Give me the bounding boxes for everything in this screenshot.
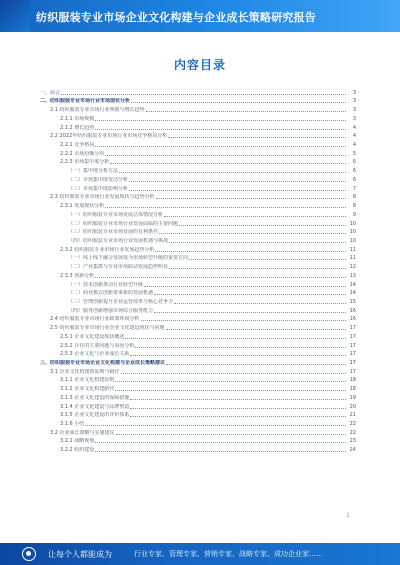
toc-leader-dots [146,111,346,112]
toc-entry[interactable] [40,375,356,384]
toc-entry-page: 14 [349,290,356,297]
toc-entry-text: （二）纺织服装专业市场行业发展面临的主要问题 [68,220,179,227]
toc-entry-text: 2.3 纺织服装专业市场行业发展现状与趋势分析 [50,194,155,201]
toc-entry-text: 2.1.2 增长趋势 [60,124,95,131]
toc-entry[interactable] [40,131,356,140]
toc-entry[interactable] [40,157,356,166]
toc-entry[interactable] [40,322,356,331]
toc-leader-dots [130,416,346,417]
report-title: 纺织服装专业市场企业文化构建与企业成长策略研究报告 [36,11,316,24]
footer-roles: 行业专家、管理专家、营销专家、战略专家、成功企业家…… [134,550,323,558]
toc-entry-text: 2.1 纺织服装专业市场行业规模与增长趋势 [50,107,145,114]
toc-entry[interactable] [40,192,356,201]
toc-leader-dots [85,425,346,426]
toc-entry[interactable] [40,261,356,270]
toc-entry-text: （一）技术创新推动行业转型升级 [68,281,144,288]
toc-entry-page: 3 [352,89,356,96]
toc-entry-text: 3.1.2 企业文化构建路径 [60,386,115,393]
toc-entry-text: （一）线上线下融合发展成为市场转型升级的重要方向 [68,255,189,262]
toc-entry-text: 3.1.4 企业文化建设与品牌塑造 [60,403,130,410]
toc-entry-text: （三）管理创新提升企业运营效率与核心竞争力 [68,298,174,305]
toc-entry-page: 11 [349,255,356,262]
toc-leader-dots [105,155,346,156]
toc-entry[interactable] [40,113,356,122]
toc-entry[interactable] [40,331,356,340]
toc-entry-text: 2.2.2 市场份额分布 [60,150,105,157]
toc-entry[interactable] [40,253,356,262]
toc-entry-text: （二）产业集群与专业市场联动发展趋势明显 [68,264,169,271]
toc-entry-text: （一）集中度分析方法 [68,168,119,175]
toc-entry[interactable] [40,148,356,157]
toc-leader-dots [179,225,346,226]
toc-leader-dots [95,451,346,452]
toc-leader-dots [164,216,346,217]
toc-entry-page: 9 [352,211,356,218]
toc-leader-dots [154,312,346,313]
toc-entry[interactable] [40,418,356,427]
toc-entry-text: 2.5.1 企业文化建设现状概述 [60,333,125,340]
toc-leader-dots [174,303,346,304]
toc-entry[interactable] [40,165,356,174]
toc-leader-dots [156,198,346,199]
toc-entry-page: 18 [349,386,356,393]
toc-entry-page: 19 [349,394,356,401]
toc-entry-page: 6 [352,168,356,175]
toc-entry-page: 3 [352,98,356,105]
toc-entry[interactable] [40,340,356,349]
toc-entry-page: 10 [349,229,356,236]
toc-entry-page: 21 [349,412,356,419]
toc-leader-dots [144,286,346,287]
toc-entry[interactable] [40,427,356,436]
toc-entry[interactable] [40,392,356,401]
toc-leader-dots [130,408,346,409]
toc-leader-dots [141,320,346,321]
toc-entry-page: 22 [349,421,356,428]
toc-leader-dots [95,146,346,147]
toc-entry-text: 3.2.1 战略规划 [60,438,95,445]
toc-leader-dots [129,190,346,191]
toc-entry-text: （三）市场集中度影响分析 [68,185,129,192]
toc-entry-text: 3.1.1 企业文化构建原则 [60,377,115,384]
toc-entry[interactable] [40,183,356,192]
toc-entry[interactable] [40,410,356,419]
toc-entry-text: 3.1.3 企业文化建设的保障措施 [60,394,130,401]
toc-entry-text: 3.2.2 组织建设 [60,447,95,454]
toc-entry-page: 17 [349,325,356,332]
toc-entry[interactable] [40,96,356,105]
toc-leader-dots [115,381,346,382]
toc-leader-dots [155,251,346,252]
toc-leader-dots [125,338,346,339]
toc-entry-page: 15 [349,298,356,305]
footer-slogan: 让每个人都能成为 [48,550,112,559]
toc-entry-page: 8 [352,203,356,210]
toc-entry[interactable] [40,366,356,375]
toc-entry-page: 3 [352,107,356,114]
toc-leader-dots [168,137,346,138]
toc-entry-text: 2.3.3 创新分析 [60,272,95,279]
toc-leader-dots [95,120,346,121]
toc-entry-page: 16 [349,316,356,323]
toc-entry-text: 2.1.1 市场规模 [60,115,95,122]
toc-entry-text: 2.5.3 企业文化与企业成长关系 [60,351,130,358]
toc-entry-text: （四）纺织服装专业市场行业发展机遇与挑战 [68,237,169,244]
toc-entry-page: 17 [349,333,356,340]
toc-entry-page: 20 [349,403,356,410]
toc-entry-text: （二）商业模式创新带来新的发展机遇 [68,290,154,297]
toc-leader-dots [130,399,346,400]
toc-entry-text: 2.3.2 纺织服装专业市场行业发展趋势分析 [60,246,155,253]
toc-entry[interactable] [40,314,356,323]
toc-leader-dots [166,364,346,365]
toc-entry-page: 5 [352,150,356,157]
toc-entry-page: 17 [349,368,356,375]
toc-leader-dots [95,129,346,130]
brand-logo-icon [22,547,36,561]
toc-leader-dots [116,434,346,435]
toc-heading: 内容目录 [173,58,226,72]
toc-entry-page: 10 [349,237,356,244]
toc-leader-dots [129,181,346,182]
toc-entry-text: （一）纺织服装专业市场发展总体情况分析 [68,211,164,218]
toc-entry-text: 2.5.2 存在的主要问题与原因分析 [60,342,135,349]
toc-entry-page: 17 [349,351,356,358]
toc-entry[interactable] [40,218,356,227]
toc-leader-dots [135,347,346,348]
toc-entry[interactable] [40,288,356,297]
toc-entry-page: 3 [352,115,356,122]
toc-entry-page: 17 [349,342,356,349]
toc-entry[interactable] [40,357,356,366]
toc-entry-text: 3.1.5 企业文化建设的评价体系 [60,412,130,419]
toc-entry[interactable] [40,235,356,244]
toc-entry-page: 4 [352,142,356,149]
toc-entry[interactable] [40,383,356,392]
toc-entry[interactable] [40,139,356,148]
toc-leader-dots [95,277,346,278]
toc-entry[interactable] [40,104,356,113]
toc-entry-page: 14 [349,281,356,288]
toc-entry-text: 2.4 纺织服装专业市场行业政策环境分析 [50,316,140,323]
toc-entry-text: 三、纺织服装专业市场企业文化构建与企业成长策略建议 [40,360,166,366]
toc-entry[interactable] [40,244,356,253]
toc-leader-dots [154,294,346,295]
toc-entry[interactable] [40,349,356,358]
toc-entry[interactable] [40,209,356,218]
toc-leader-dots [130,355,346,356]
toc-entry[interactable] [40,444,356,453]
toc-leader-dots [119,172,346,173]
toc-entry-page: 16 [349,307,356,314]
toc-entry-page: 22 [349,429,356,436]
toc-leader-dots [169,242,346,243]
toc-entry-page: 11 [349,246,356,253]
toc-leader-dots [166,329,346,330]
header-banner [0,0,400,32]
toc-entry-page: 10 [349,220,356,227]
toc-entry-text: （四）服务创新增强市场综合服务能力 [68,307,154,314]
toc-entry-page: 18 [349,377,356,384]
toc-leader-dots [110,163,346,164]
toc-entry[interactable] [40,174,356,183]
toc-leader-dots [115,390,346,391]
toc-entry[interactable] [40,401,356,410]
toc-entry-text: 2.2.1 竞争格局 [60,142,95,149]
toc-entry-page: 7 [352,185,356,192]
toc-leader-dots [105,207,346,208]
toc-entry[interactable] [40,296,356,305]
toc-entry[interactable] [40,305,356,314]
toc-entry[interactable] [40,279,356,288]
toc-entry-text: 3.1.6 小结 [60,421,85,428]
toc-entry-text: 2.2 2022年纺织服装专业市场行业市场竞争格局分析 [50,133,168,140]
toc-entry[interactable] [40,436,356,445]
toc-entry-text: 2.3.1 发展现状分析 [60,203,105,210]
toc-entry-text: 2.2.3 市场集中度分析 [60,159,110,166]
toc-entry-text: 3.2 企业成长策略与实施建议 [50,429,115,436]
toc-leader-dots [189,259,346,260]
toc-entry-page: 13 [349,272,356,279]
toc-leader-dots [131,102,346,103]
toc-entry-page: 4 [352,124,356,131]
toc-entry[interactable] [40,200,356,209]
page-number: 1 [346,512,350,519]
toc-entry-text: （三）纺织服装专业市场发展的有利条件 [68,229,159,236]
toc-entry-page: 12 [349,264,356,271]
toc-entry[interactable] [40,122,356,131]
toc-leader-dots [61,94,346,95]
toc-leader-dots [121,373,346,374]
header-stripe [0,0,30,32]
toc-entry[interactable] [40,270,356,279]
toc-entry-page: 17 [349,360,356,366]
toc-entry-page: 4 [352,133,356,140]
footer-bar [0,543,400,565]
toc-entry[interactable] [40,87,356,96]
toc-entry-text: 3.1 企业文化构建的原则与路径 [50,368,120,375]
toc-entry-page: 24 [349,447,356,454]
toc-entry-text: 一、前言 [40,89,61,96]
toc-entry-page: 23 [349,438,356,445]
toc-entry-text: （二）市场集中度变动分析 [68,176,129,183]
toc-entry-page: 8 [352,194,356,201]
table-of-contents [40,87,356,453]
toc-entry-text: 二、纺织服装专业市场行业市场现状分析 [40,98,131,105]
toc-leader-dots [169,268,346,269]
toc-entry-page: 6 [352,176,356,183]
toc-entry[interactable] [40,227,356,236]
toc-leader-dots [95,442,346,443]
toc-entry-page: 6 [352,159,356,166]
toc-leader-dots [159,233,346,234]
toc-entry-text: 2.5 纺织服装专业市场行业企业文化建设现状与问题 [50,325,165,332]
